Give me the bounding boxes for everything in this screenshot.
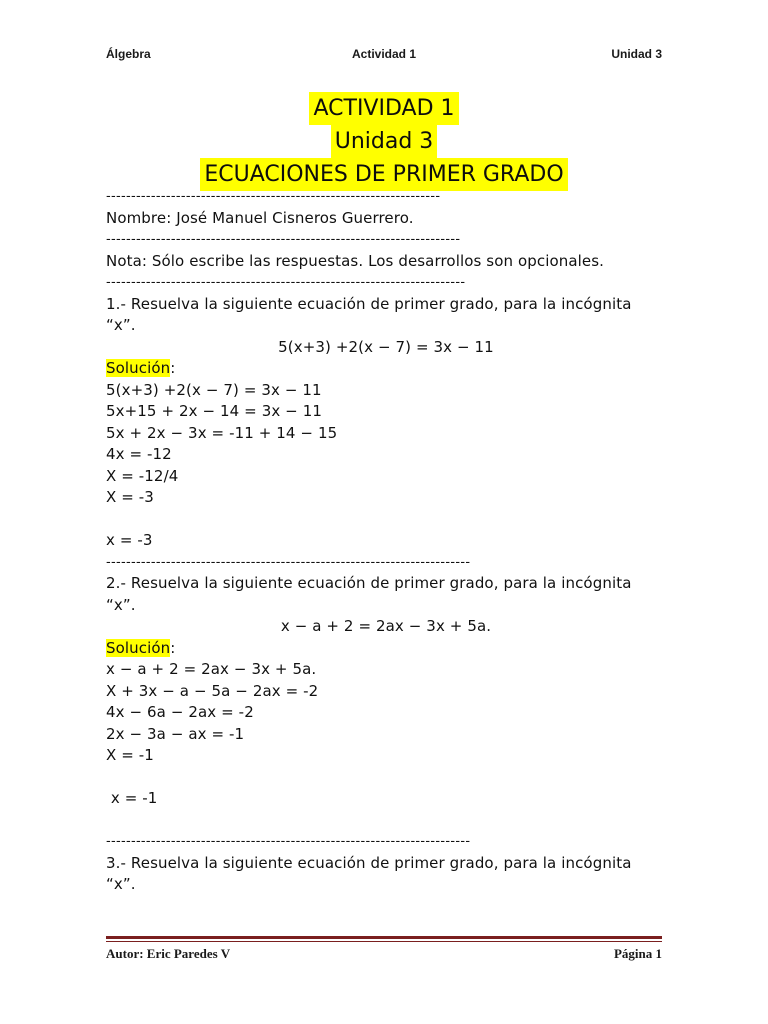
separator: ------------------------------------------------------------------- bbox=[106, 189, 441, 204]
solution-label: Solución bbox=[106, 638, 171, 657]
solution-step: 4x = -12 bbox=[106, 445, 172, 463]
solution-heading bbox=[106, 358, 666, 380]
title-unit: Unidad 3 bbox=[331, 125, 438, 158]
solution-step: 5x + 2x − 3x = -11 + 14 − 15 bbox=[106, 423, 338, 442]
title-topic: ECUACIONES DE PRIMER GRADO bbox=[200, 158, 567, 191]
solution-step: 5(x+3) +2(x − 7) = 3x − 11 bbox=[106, 380, 322, 399]
problem-equation: x − a + 2 = 2ax − 3x + 5a. bbox=[280, 617, 492, 635]
header-unit: Unidad 3 bbox=[611, 47, 662, 61]
problem-1 bbox=[106, 294, 666, 552]
problem-statement: 3.- Resuelva la siguiente ecuación de primer grado, para la incógnita bbox=[106, 853, 632, 872]
solution-step: 2x − 3a − ax = -1 bbox=[106, 724, 245, 743]
problem-statement: 2.- Resuelva la siguiente ecuación de primer grado, para la incógnita bbox=[106, 574, 632, 592]
separator: ------------------------------------------------------------------------- bbox=[106, 554, 471, 570]
header-activity: Actividad 1 bbox=[351, 47, 417, 61]
problem-3 bbox=[106, 853, 666, 896]
solution-step: 4x − 6a − 2ax = -2 bbox=[106, 703, 254, 721]
title-block bbox=[0, 92, 768, 191]
solution-step: X = -3 bbox=[106, 488, 154, 506]
solution-step: X = -1 bbox=[106, 746, 154, 764]
problem-2 bbox=[106, 573, 666, 831]
separator: ------------------------------------------------------------------------- bbox=[106, 834, 471, 849]
separator: ------------------------------------------------------------------------ bbox=[106, 275, 466, 290]
footer-page-number: Página 1 bbox=[613, 946, 662, 961]
footer-rule bbox=[106, 936, 662, 942]
problem-statement-cont: “x”. bbox=[106, 595, 136, 614]
blank-line bbox=[106, 810, 666, 832]
blank-line bbox=[106, 509, 666, 531]
title-activity: ACTIVIDAD 1 bbox=[309, 92, 458, 125]
solution-step: X = -12/4 bbox=[106, 466, 179, 485]
solution-step: X + 3x − a − 5a − 2ax = -2 bbox=[106, 681, 319, 700]
note: Nota: Sólo escribe las respuestas. Los desarrollos son opcionales. bbox=[106, 251, 605, 270]
solution-heading bbox=[106, 638, 666, 660]
solution-colon: : bbox=[170, 638, 176, 657]
header-subject: Álgebra bbox=[106, 47, 151, 61]
problem-statement-cont: “x”. bbox=[106, 875, 136, 893]
footer-author: Autor: Eric Paredes V bbox=[106, 946, 231, 961]
solution-step: 5x+15 + 2x − 14 = 3x − 11 bbox=[106, 402, 323, 420]
blank-line bbox=[106, 767, 666, 789]
separator: ----------------------------------------------------------------------- bbox=[106, 232, 461, 247]
problem-statement-cont: “x”. bbox=[106, 316, 136, 334]
student-name: Nombre: José Manuel Cisneros Guerrero. bbox=[106, 208, 414, 227]
solution-colon: : bbox=[170, 359, 176, 377]
problem-statement: 1.- Resuelva la siguiente ecuación de primer grado, para la incógnita bbox=[106, 294, 632, 313]
final-answer: x = -1 bbox=[106, 789, 158, 807]
problem-equation: 5(x+3) +2(x − 7) = 3x − 11 bbox=[278, 337, 494, 356]
document-body bbox=[106, 186, 666, 896]
solution-step: x − a + 2 = 2ax − 3x + 5a. bbox=[106, 660, 317, 678]
solution-label: Solución bbox=[106, 359, 171, 377]
final-answer: x = -3 bbox=[106, 531, 153, 549]
